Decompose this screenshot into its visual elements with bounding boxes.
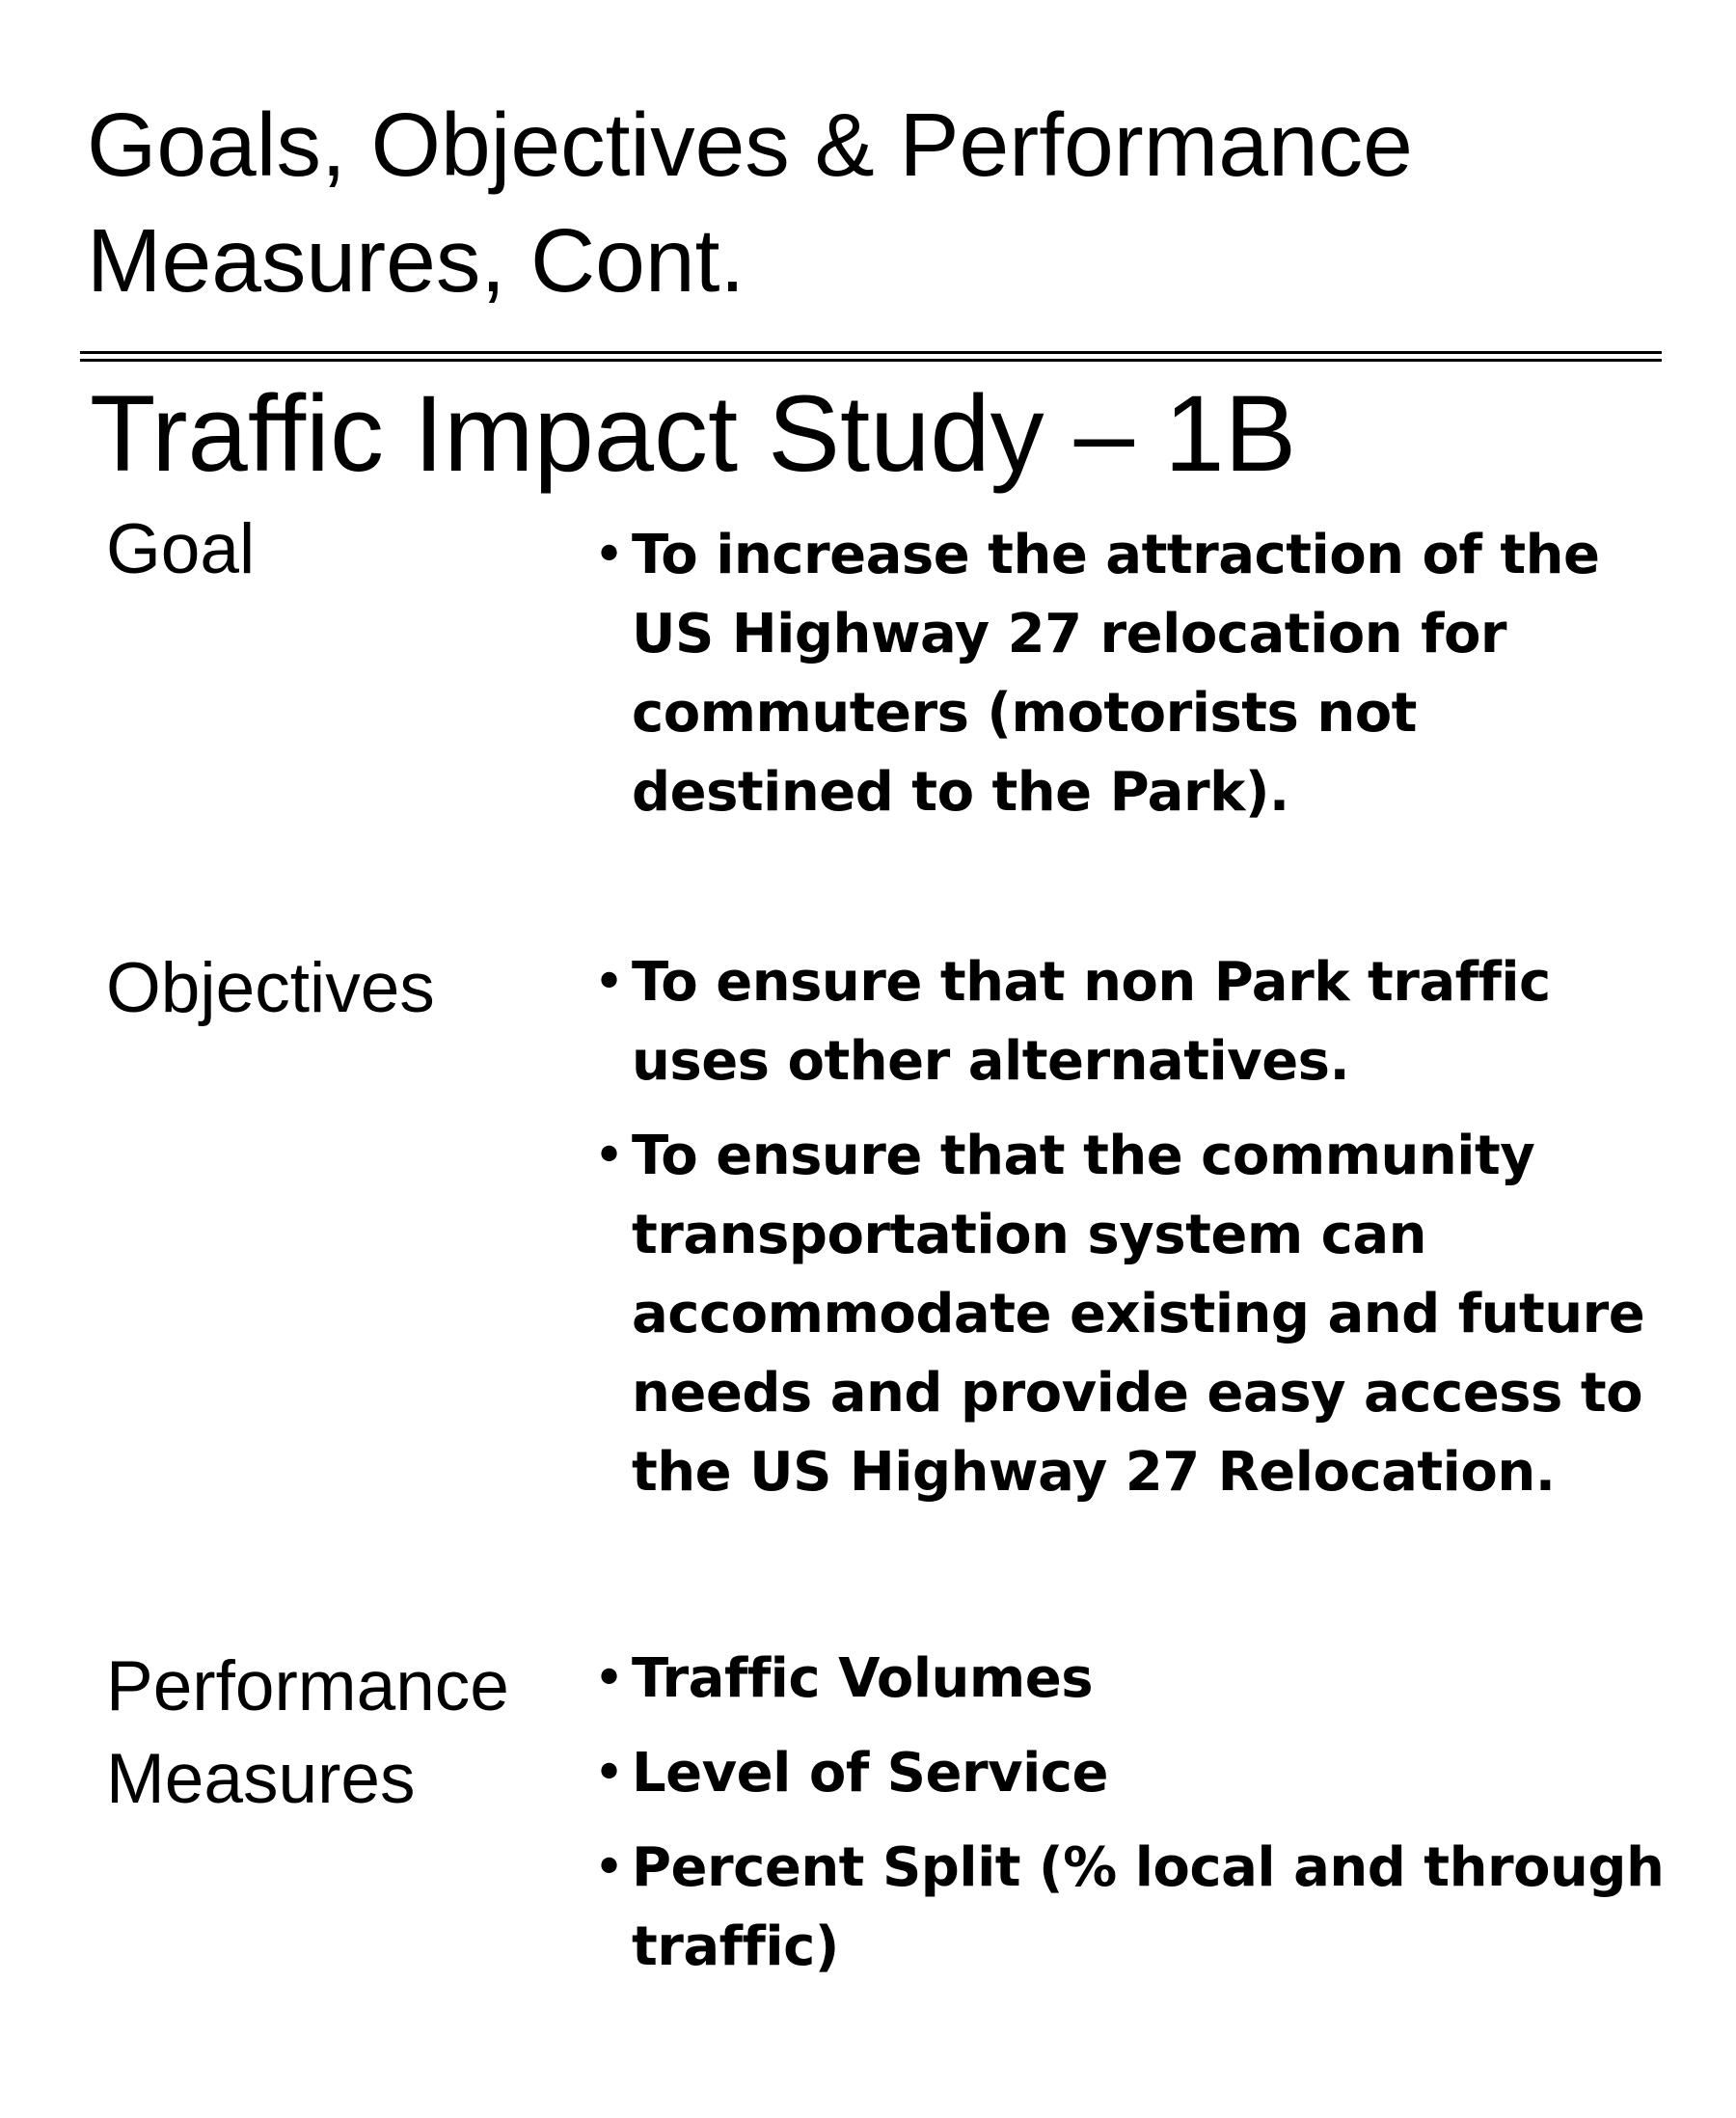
performance-measure-item-text: Percent Split (% local and through traffic) [632,1836,1665,1978]
objective-item-text: To ensure that the community transportation system can accommodate existing and future needs and provide easy access to the US Highway 27 Relocation. [632,1125,1645,1504]
performance-measure-item-text: Traffic Volumes [632,1647,1094,1710]
page-title: Goals, Objectives & Performance Measures, Cont. [87,95,1413,311]
bullet-icon: • [593,951,625,1014]
performance-measures-label-line1: Performance [106,1647,509,1725]
objective-item-text: To ensure that non Park traffic uses other alternatives. [632,951,1551,1093]
performance-measures-list [593,1640,1693,1987]
title-divider-bottom [80,359,1662,362]
objectives-label: Objectives [106,949,435,1027]
objectives-list [593,943,1693,1512]
goal-item [593,516,1693,832]
performance-measures-label-line2: Measures [106,1740,416,1818]
bullet-icon: • [593,1647,625,1710]
goal-label: Goal [106,510,256,588]
performance-measure-item [593,1829,1693,1987]
performance-measure-item [593,1734,1693,1813]
performance-measures-label [106,1641,509,1826]
title-divider-top [80,351,1662,354]
bullet-icon: • [593,524,625,586]
goal-item-text: To increase the attraction of the US Highway 27 relocation for commuters (motorists not destined to the Park). [632,524,1600,824]
performance-measure-item-text: Level of Service [632,1742,1108,1805]
performance-measure-item [593,1640,1693,1719]
objective-item [593,1117,1693,1512]
objective-item [593,943,1693,1101]
bullet-icon: • [593,1836,625,1899]
bullet-icon: • [593,1742,625,1805]
slide-subtitle: Traffic Impact Study – 1B [90,373,1297,494]
goal-list [593,516,1693,832]
bullet-icon: • [593,1125,625,1187]
